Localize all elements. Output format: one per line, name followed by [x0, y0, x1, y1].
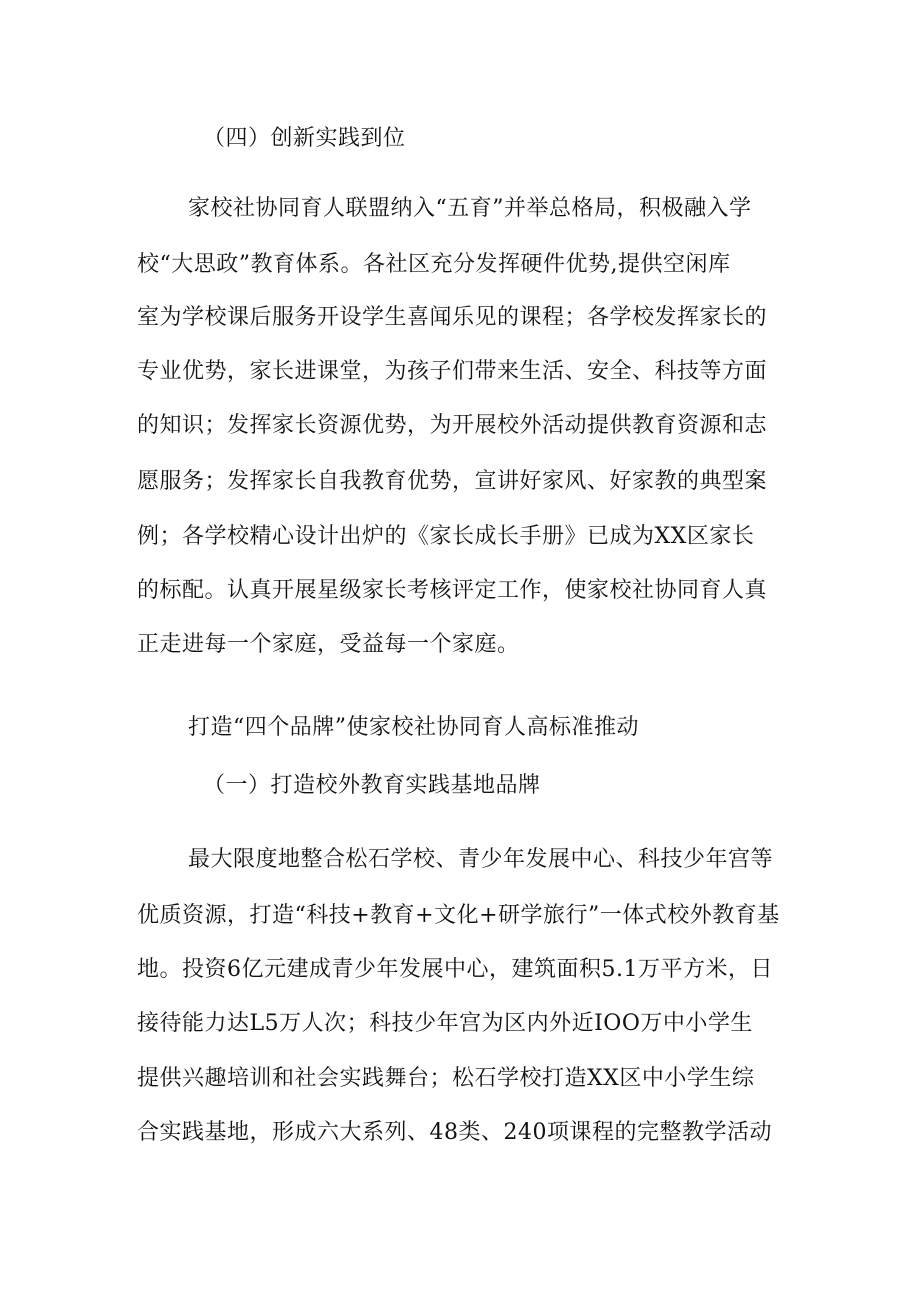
section-title: 打造“四个品牌”使家校社协同育人高标准推动: [188, 715, 639, 740]
heading-innovation-practice: （四）创新实践到位: [203, 126, 406, 151]
paragraph-line: 的知识；发挥家长资源优势，为开展校外活动提供教育资源和志: [137, 413, 768, 438]
paragraph-line: 愿服务；发挥家长自我教育优势，宣讲好家风、好家教的典型案: [137, 469, 768, 494]
paragraph-line: 家校社协同育人联盟纳入“五育”并举总格局，积极融入学: [188, 196, 752, 221]
paragraph-line: 正走进每一个家庭，受益每一个家庭。: [137, 632, 520, 657]
heading-practice-base-brand: （一）打造校外教育实践基地品牌: [203, 773, 541, 798]
paragraph-line: 地。投资6亿元建成青少年发展中心，建筑面积5.1万平方米，日: [137, 957, 773, 982]
paragraph-line: 合实践基地，形成六大系列、48类、240项课程的完整教学活动: [137, 1120, 772, 1145]
paragraph-line: 例；各学校精心设计出炉的《家长成长手册》已成为XX区家长: [137, 524, 755, 549]
paragraph-line: 校“大思政”教育体系。各社区充分发挥硬件优势,提供空闲库: [137, 252, 731, 277]
paragraph-line: 提供兴趣培训和社会实践舞台；松石学校打造XX区中小学生综: [137, 1066, 755, 1091]
paragraph-line: 接待能力达L5万人次；科技少年宫为区内外近IOO万中小学生: [137, 1011, 753, 1036]
paragraph-line: 最大限度地整合松石学校、青少年发展中心、科技少年宫等: [188, 847, 774, 872]
paragraph-line: 的标配。认真开展星级家长考核评定工作，使家校社协同育人真: [137, 578, 768, 603]
paragraph-line: 专业优势，家长进课堂，为孩子们带来生活、安全、科技等方面: [137, 359, 768, 384]
paragraph-line: 室为学校课后服务开设学生喜闻乐见的课程；各学校发挥家长的: [137, 305, 768, 330]
paragraph-line: 优质资源，打造“科技+教育+文化+研学旅行”一体式校外教育基: [137, 903, 780, 928]
